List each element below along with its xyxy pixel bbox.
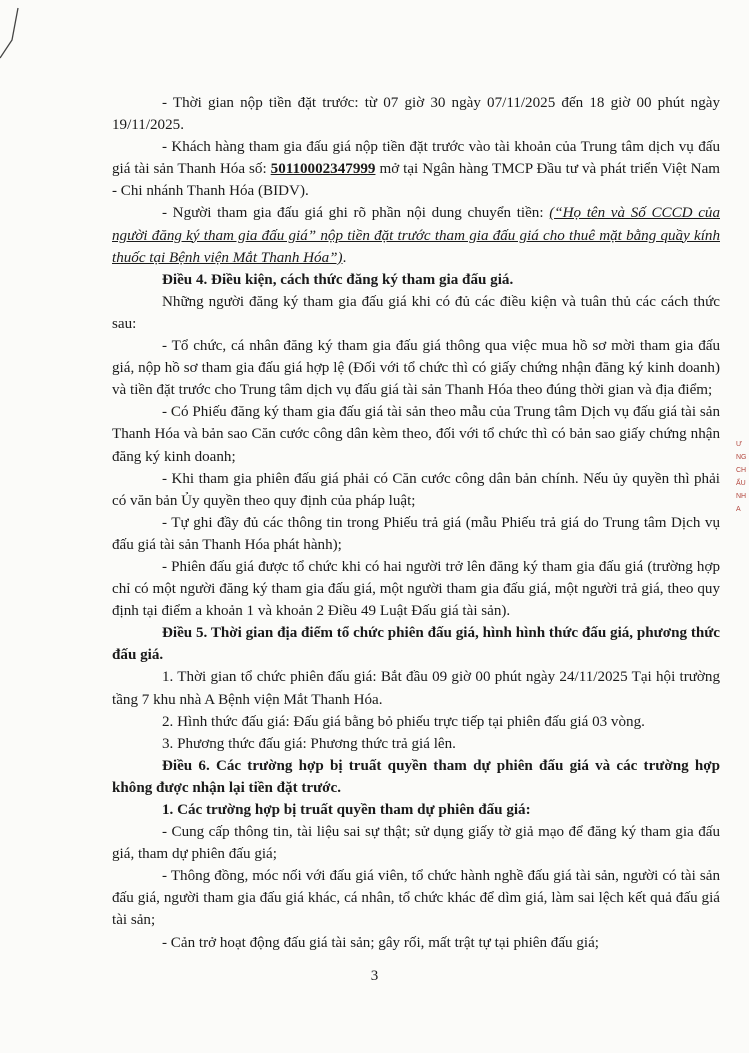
- heading-article-5: Điều 5. Thời gian địa điểm tổ chức phiên đấu giá, hình hình thức đấu giá, phương thức đấu giá.: [112, 625, 720, 664]
- paragraph-deposit-time: - Thời gian nộp tiền đặt trước: từ 07 giờ 30 ngày 07/11/2025 đến 18 giờ 00 phút ngày 19/11/2025.: [112, 95, 720, 134]
- heading-article-6: Điều 6. Các trường hợp bị truất quyền tham dự phiên đấu giá và các trường hợp không được nhận lại tiền đặt trước.: [112, 757, 720, 796]
- document-body: [112, 92, 720, 954]
- heading-disqualification-cases: 1. Các trường hợp bị truất quyền tham dự phiên đấu giá:: [162, 802, 531, 818]
- bank-account-number: 50110002347999: [270, 161, 376, 178]
- stamp-text: NG: [736, 454, 747, 461]
- paragraph-deposit-account: - Khách hàng tham gia đấu giá nộp tiền đặt trước vào tài khoản của Trung tâm dịch vụ đấu giá tài sản Thanh Hóa số: 50110002347999 mở tại Ngân hàng TMCP Đầu tư và phát triển Việt Nam - Chi nhánh Thanh Hóa (BIDV).: [112, 139, 721, 200]
- paragraph-condition-id: - Khi tham gia phiên đấu giá phải có Căn cước công dân bản chính. Nếu ủy quyền thì phải có văn bản Ủy quyền theo quy định của pháp luật;: [112, 470, 720, 509]
- heading-article-4: Điều 4. Điều kiện, cách thức đăng ký tham gia đấu giá.: [162, 271, 514, 288]
- paragraph-transfer-note: - Người tham gia đấu giá ghi rõ phần nội dung chuyển tiền: (“Họ tên và Số CCCD của người đăng ký tham gia đấu giá” nộp tiền đặt trước tham gia đấu giá cho thuê mặt bằng quầy kính thuốc tại Bệnh viện Mắt Thanh Hóa”).: [112, 205, 720, 266]
- stamp-text: A: [736, 506, 741, 513]
- margin-stamp-fragment: [736, 438, 749, 516]
- paragraph-condition-form: - Có Phiếu đăng ký tham gia đấu giá tài sản theo mẫu của Trung tâm Dịch vụ đấu giá tài sản Thanh Hóa và bản sao Căn cước công dân kèm theo, đối với tổ chức thì có bản sao giấy chứng nhận đăng ký kinh doanh;: [112, 404, 720, 465]
- transfer-content-template: (“Họ tên và Số CCCD của người đăng ký tham gia đấu giá” nộp tiền đặt trước tham gia đấu giá cho thuê mặt bằng quầy kính thuốc tại Bệnh viện Mắt Thanh Hóa”): [112, 205, 720, 266]
- paragraph-collusion: - Thông đồng, móc nối với đấu giá viên, tổ chức hành nghề đấu giá tài sản, người có tài sản đấu giá, người tham gia đấu giá khác, cá nhân, tổ chức khác để dìm giá, làm sai lệch kết quả đấu giá tài sản;: [112, 868, 720, 929]
- page-number: 3: [370, 968, 379, 984]
- stamp-text: NH: [736, 493, 747, 500]
- stamp-text: CH: [736, 467, 747, 474]
- paragraph-auction-method: 3. Phương thức đấu giá: Phương thức trả giá lên.: [162, 735, 456, 752]
- stamp-text: Ư: [736, 441, 742, 448]
- paragraph-auction-time: 1. Thời gian tổ chức phiên đấu giá: Bắt đầu 09 giờ 00 phút ngày 24/11/2025 Tại hội trường tầng 7 khu nhà A Bệnh viện Mắt Thanh Hóa.: [112, 669, 720, 708]
- paragraph-false-info: - Cung cấp thông tin, tài liệu sai sự thật; sử dụng giấy tờ giả mạo để đăng ký tham gia đấu giá, tham dự phiên đấu giá;: [112, 824, 720, 863]
- paragraph-auction-form: 2. Hình thức đấu giá: Đấu giá bằng bỏ phiếu trực tiếp tại phiên đấu giá 03 vòng.: [162, 713, 645, 730]
- stamp-text: ẤU: [736, 480, 746, 487]
- paragraph-condition-registration: - Tổ chức, cá nhân đăng ký tham gia đấu giá thông qua việc mua hồ sơ mời tham gia đấu giá, nộp hồ sơ tham gia đấu giá hợp lệ (Đối với tổ chức thì có giấy chứng nhận đăng ký kinh doanh) và tiền đặt trước cho Trung tâm dịch vụ đấu giá tài sản Thanh Hóa theo đúng thời gian và địa điểm;: [112, 338, 720, 399]
- paragraph-condition-two-people: - Phiên đấu giá được tổ chức khi có hai người trở lên đăng ký tham gia đấu giá (trường hợp chỉ có một người đăng ký tham gia đấu giá, một người tham gia đấu giá, một người trả giá, theo quy định tại điểm a khoản 1 và khoản 2 Điều 49 Luật Đấu giá tài sản).: [112, 558, 720, 620]
- paragraph-condition-bid-sheet: - Tự ghi đầy đủ các thông tin trong Phiếu trả giá (mẫu Phiếu trả giá do Trung tâm Dịch vụ đấu giá tài sản Thanh Hóa phát hành);: [112, 514, 720, 553]
- paragraph-conditions-intro: Những người đăng ký tham gia đấu giá khi có đủ các điều kiện và tuân thủ các cách thức sau:: [112, 293, 720, 332]
- paragraph-disruption: - Cản trở hoạt động đấu giá tài sản; gây rối, mất trật tự tại phiên đấu giá;: [162, 934, 599, 951]
- page-corner-fold: [0, 0, 20, 60]
